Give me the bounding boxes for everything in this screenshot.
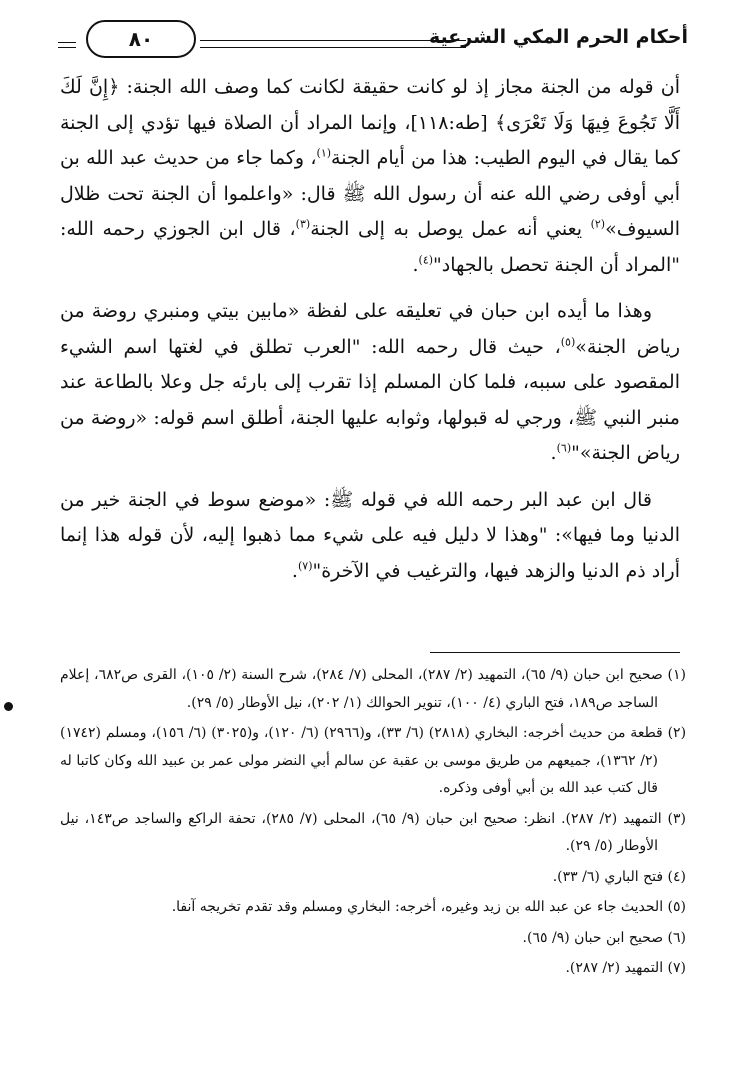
footnote-ref-3: (٣) (295, 217, 311, 231)
footnote-ref-4: (٤) (418, 253, 434, 267)
paragraph-1-text-e: . (412, 253, 419, 276)
footnote-ref-1: (١) (316, 146, 332, 160)
paragraph-2 (60, 294, 680, 472)
paragraph-1 (60, 70, 680, 283)
footnote-1: (١) صحيح ابن حبان (٩/ ٦٥)، التمهيد (٢/ ٢٨٧)، المحلى (٧/ ٢٨٤)، شرح السنة (٢/ ١٠٥)، القرى ص٦٨٢، إعلام الساجد ص١٨٩، فتح الباري (٤/ ١٠٠)، تنوير الحوالك (١/ ٢٠٢)، نيل الأوطار (٥/ ٢٩). (60, 667, 686, 711)
footnote-7: (٧) التمهيد (٢/ ٢٨٧). (565, 960, 686, 976)
footnote-4: (٤) فتح الباري (٦/ ٣٣). (552, 868, 686, 885)
paragraph-3 (60, 483, 680, 590)
footnote-6: (٦) صحيح ابن حبان (٩/ ٦٥). (522, 929, 686, 946)
footnote-3: (٣) التمهيد (٢/ ٢٨٧). انظر: صحيح ابن حبان (٩/ ٦٥)، المحلى (٧/ ٢٨٥)، تحفة الراكع والساجد ص١٤٣، نيل الأوطار (٥/ ٢٩). (60, 810, 686, 854)
paragraph-1-text-d: ، قال ابن الجوزي رحمه الله: "المراد أن الجنة تحصل بالجهاد" (60, 218, 680, 276)
paragraph-2-text-b: ، حيث قال رحمه الله: "العرب تطلق في لغتها اسم الشيء المقصود على سببه، فلما كان المسلم إذا تقرب إلى بارئه جل وعلا بالطاعة عند منبر النبي ﷺ، ورجي له قبولها، وثوابه عليها الجنة، أطلق اسم قوله: «روضة من رياض الجنة»" (60, 335, 680, 464)
paragraph-2-text-c: . (550, 442, 557, 464)
paragraph-1-text-a: أن قوله من الجنة مجاز إذ لو كانت حقيقة لكانت كما وصف الله الجنة: ﴿إِنَّ لَكَ أَلَّا تَجُوعَ فِيهَا وَلَا تَعْرَى﴾ [طه:١١٨]، وإنما المراد أن الصلاة فيها تؤدي إلى الجنة كما يقال في اليوم الطيب: هذا من أيام الجنة (60, 76, 680, 169)
paragraph-3-text-b: . (291, 559, 298, 582)
footnote-ref-7: (٧) (297, 559, 313, 573)
main-text (60, 70, 680, 600)
footnote-ref-6: (٦) (556, 441, 572, 455)
footnote-ref-2: (٢) (590, 217, 606, 231)
paragraph-3-text-a: قال ابن عبد البر رحمه الله في قوله ﷺ: «موضع سوط في الجنة خير من الدنيا وما فيها»: "وهذا لا دليل فيه على شيء مما ذهبوا إليه، لأن قوله هذا إنما أراد ذم الدنيا والزهد فيها، والترغيب في الآخرة" (60, 488, 680, 582)
paragraph-1-text-b: ، وكما جاء من حديث عبد الله بن أبي أوفى رضي الله عنه أن رسول الله ﷺ قال: «واعلموا أن الجنة تحت ظلال السيوف» (60, 147, 680, 240)
running-title: أحكام الحرم المكي الشرعية (429, 26, 688, 48)
footnotes (60, 662, 686, 986)
paragraph-2-text-a: وهذا ما أيده ابن حبان في تعليقه على لفظة «مابين بيتي ومنبري روضة من رياض الجنة» (60, 300, 681, 358)
page-number: ٨٠ (86, 20, 196, 58)
footnote-ref-5: (٥) (560, 335, 576, 349)
margin-dot (4, 702, 13, 711)
footnote-5: (٥) الحديث جاء عن عبد الله بن زيد وغيره، أخرجه: البخاري ومسلم وقد تقدم تخريجه آنفا. (171, 899, 686, 915)
footnote-2: (٢) قطعة من حديث أخرجه: البخاري (٢٨١٨) (٦/ ٣٣)، و(٢٩٦٦) (٦/ ١٢٠)، و(٣٠٢٥) (٦/ ١٥٦)، ومسلم (١٧٤٢) (٢/ ١٣٦٢)، جميعهم من طريق موسى بن عقبة عن سالم أبي النضر مولى عمر بن عبيد الله وكان كاتبا له قال كتب عبد الله بن أبي أوفى وذكره. (60, 725, 687, 796)
paragraph-1-text-c: يعني أنه عمل يوصل به إلى الجنة (310, 218, 591, 240)
header-rule (200, 40, 466, 48)
footnote-separator (430, 652, 680, 653)
page-header (58, 14, 688, 58)
header-dash-ornament (58, 42, 76, 48)
